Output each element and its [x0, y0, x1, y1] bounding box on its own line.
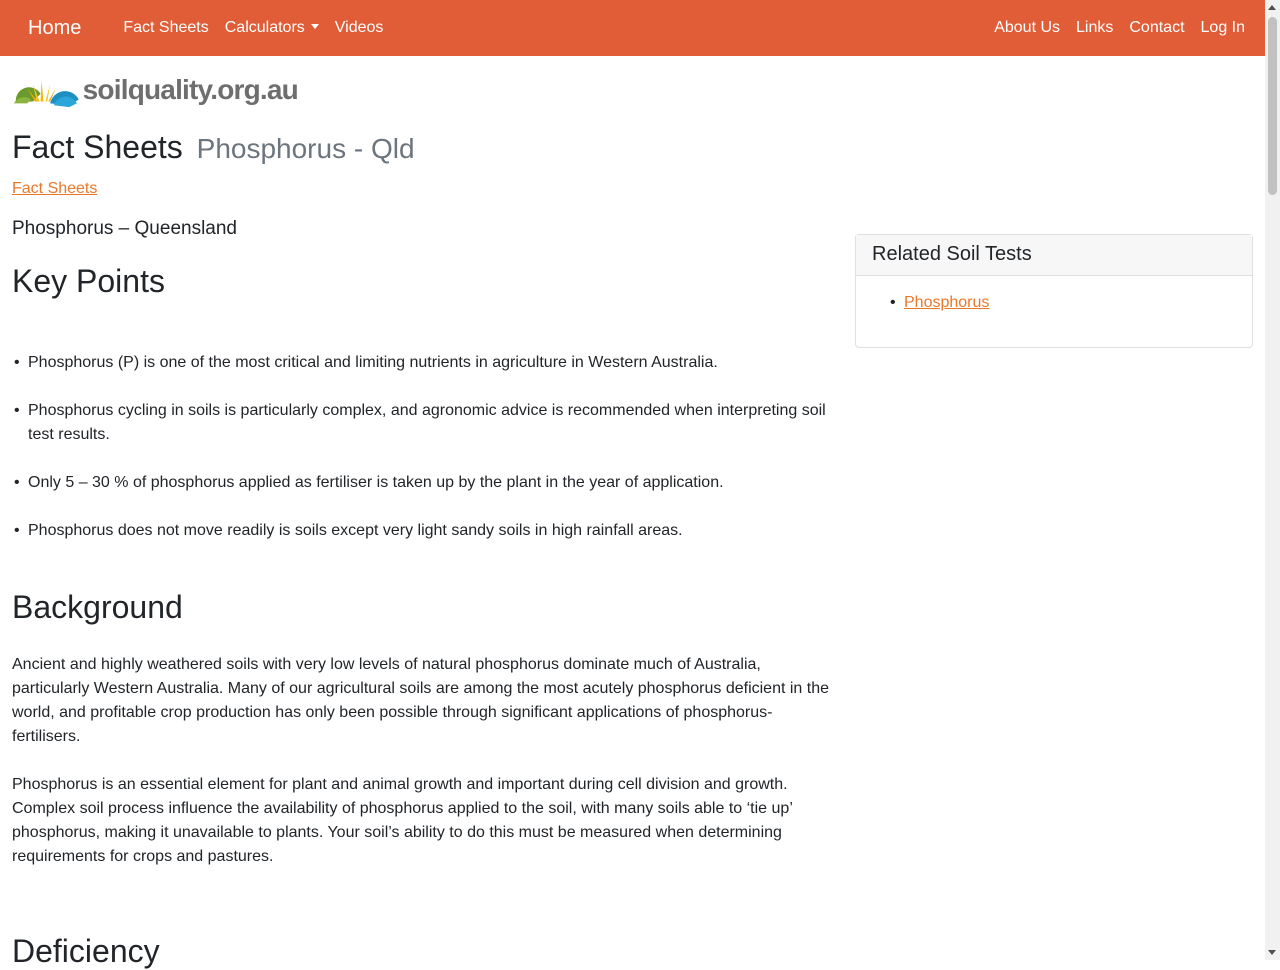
- home-link[interactable]: Home: [28, 16, 82, 39]
- lead-text: Phosphorus – Queensland: [12, 218, 237, 239]
- key-points-list: [12, 351, 832, 567]
- related-soil-tests-body: [856, 276, 1252, 312]
- page-title: [12, 129, 415, 166]
- nav-links[interactable]: Links: [1076, 19, 1114, 36]
- nav-videos[interactable]: Videos: [334, 19, 384, 36]
- nav-contact[interactable]: Contact: [1129, 19, 1185, 36]
- key-points-heading: Key Points: [12, 263, 165, 299]
- scroll-up-arrow-icon[interactable]: [1268, 5, 1276, 10]
- background-paragraph-2: Phosphorus is an essential element for plant and animal growth and important during cell division and growth. Complex soil process influence the availability of phosphorus applied to the soil, with many soils able to ‘tie up’ phosphorus, making it unavailable to plants. Your soil’s ability to do this must be measured when determining requirements for crops and pastures.: [12, 776, 793, 865]
- scroll-down-arrow-icon[interactable]: [1268, 950, 1276, 955]
- background-heading: Background: [12, 589, 183, 625]
- page-subtitle: Phosphorus - Qld: [196, 133, 415, 164]
- list-item: • Phosphorus does not move readily is soils except very light sandy soils in high rainfall areas.: [12, 519, 832, 543]
- background-paragraph-1: Ancient and highly weathered soils with very low levels of natural phosphorus dominate much of Australia, particularly Western Australia. Many of our agricultural soils are among the most acutely phosphorus deficient in the world, and profitable crop production has only been possible through significant applications of phosphorus-fertilisers.: [12, 656, 829, 745]
- deficiency-heading: Deficiency: [12, 933, 160, 969]
- list-item: • Phosphorus (P) is one of the most critical and limiting nutrients in agriculture in Western Australia.: [12, 351, 832, 375]
- vertical-scrollbar[interactable]: [1265, 0, 1280, 960]
- nav-calculators-label: Calculators: [224, 19, 305, 36]
- list-item: [890, 294, 1252, 312]
- caret-down-icon: [311, 24, 319, 29]
- sunburst-logo-icon: [12, 72, 81, 108]
- related-soil-tests-heading: Related Soil Tests: [856, 235, 1252, 276]
- related-soil-tests-card: [855, 234, 1253, 348]
- page-title-main: Fact Sheets: [12, 129, 183, 165]
- site-logo[interactable]: [12, 66, 298, 114]
- scrollbar-thumb[interactable]: [1268, 17, 1277, 195]
- nav-left-group: [0, 17, 399, 40]
- nav-right-group: [994, 19, 1261, 37]
- nav-log-in[interactable]: Log In: [1200, 19, 1245, 36]
- logo-wordmark: soilquality.org.au: [82, 74, 298, 105]
- nav-fact-sheets[interactable]: Fact Sheets: [123, 19, 209, 36]
- related-test-phosphorus-link[interactable]: Phosphorus: [904, 294, 990, 311]
- nav-calculators-dropdown[interactable]: [225, 19, 319, 37]
- list-item: • Only 5 – 30 % of phosphorus applied as fertiliser is taken up by the plant in the year of application.: [12, 471, 832, 495]
- list-item: • Phosphorus cycling in soils is particularly complex, and agronomic advice is recommended when interpreting soil test results.: [12, 399, 832, 447]
- top-navbar: [0, 0, 1265, 56]
- nav-about-us[interactable]: About Us: [994, 19, 1061, 36]
- related-tests-list: [890, 294, 1252, 312]
- breadcrumb-fact-sheets-link[interactable]: Fact Sheets: [12, 180, 98, 197]
